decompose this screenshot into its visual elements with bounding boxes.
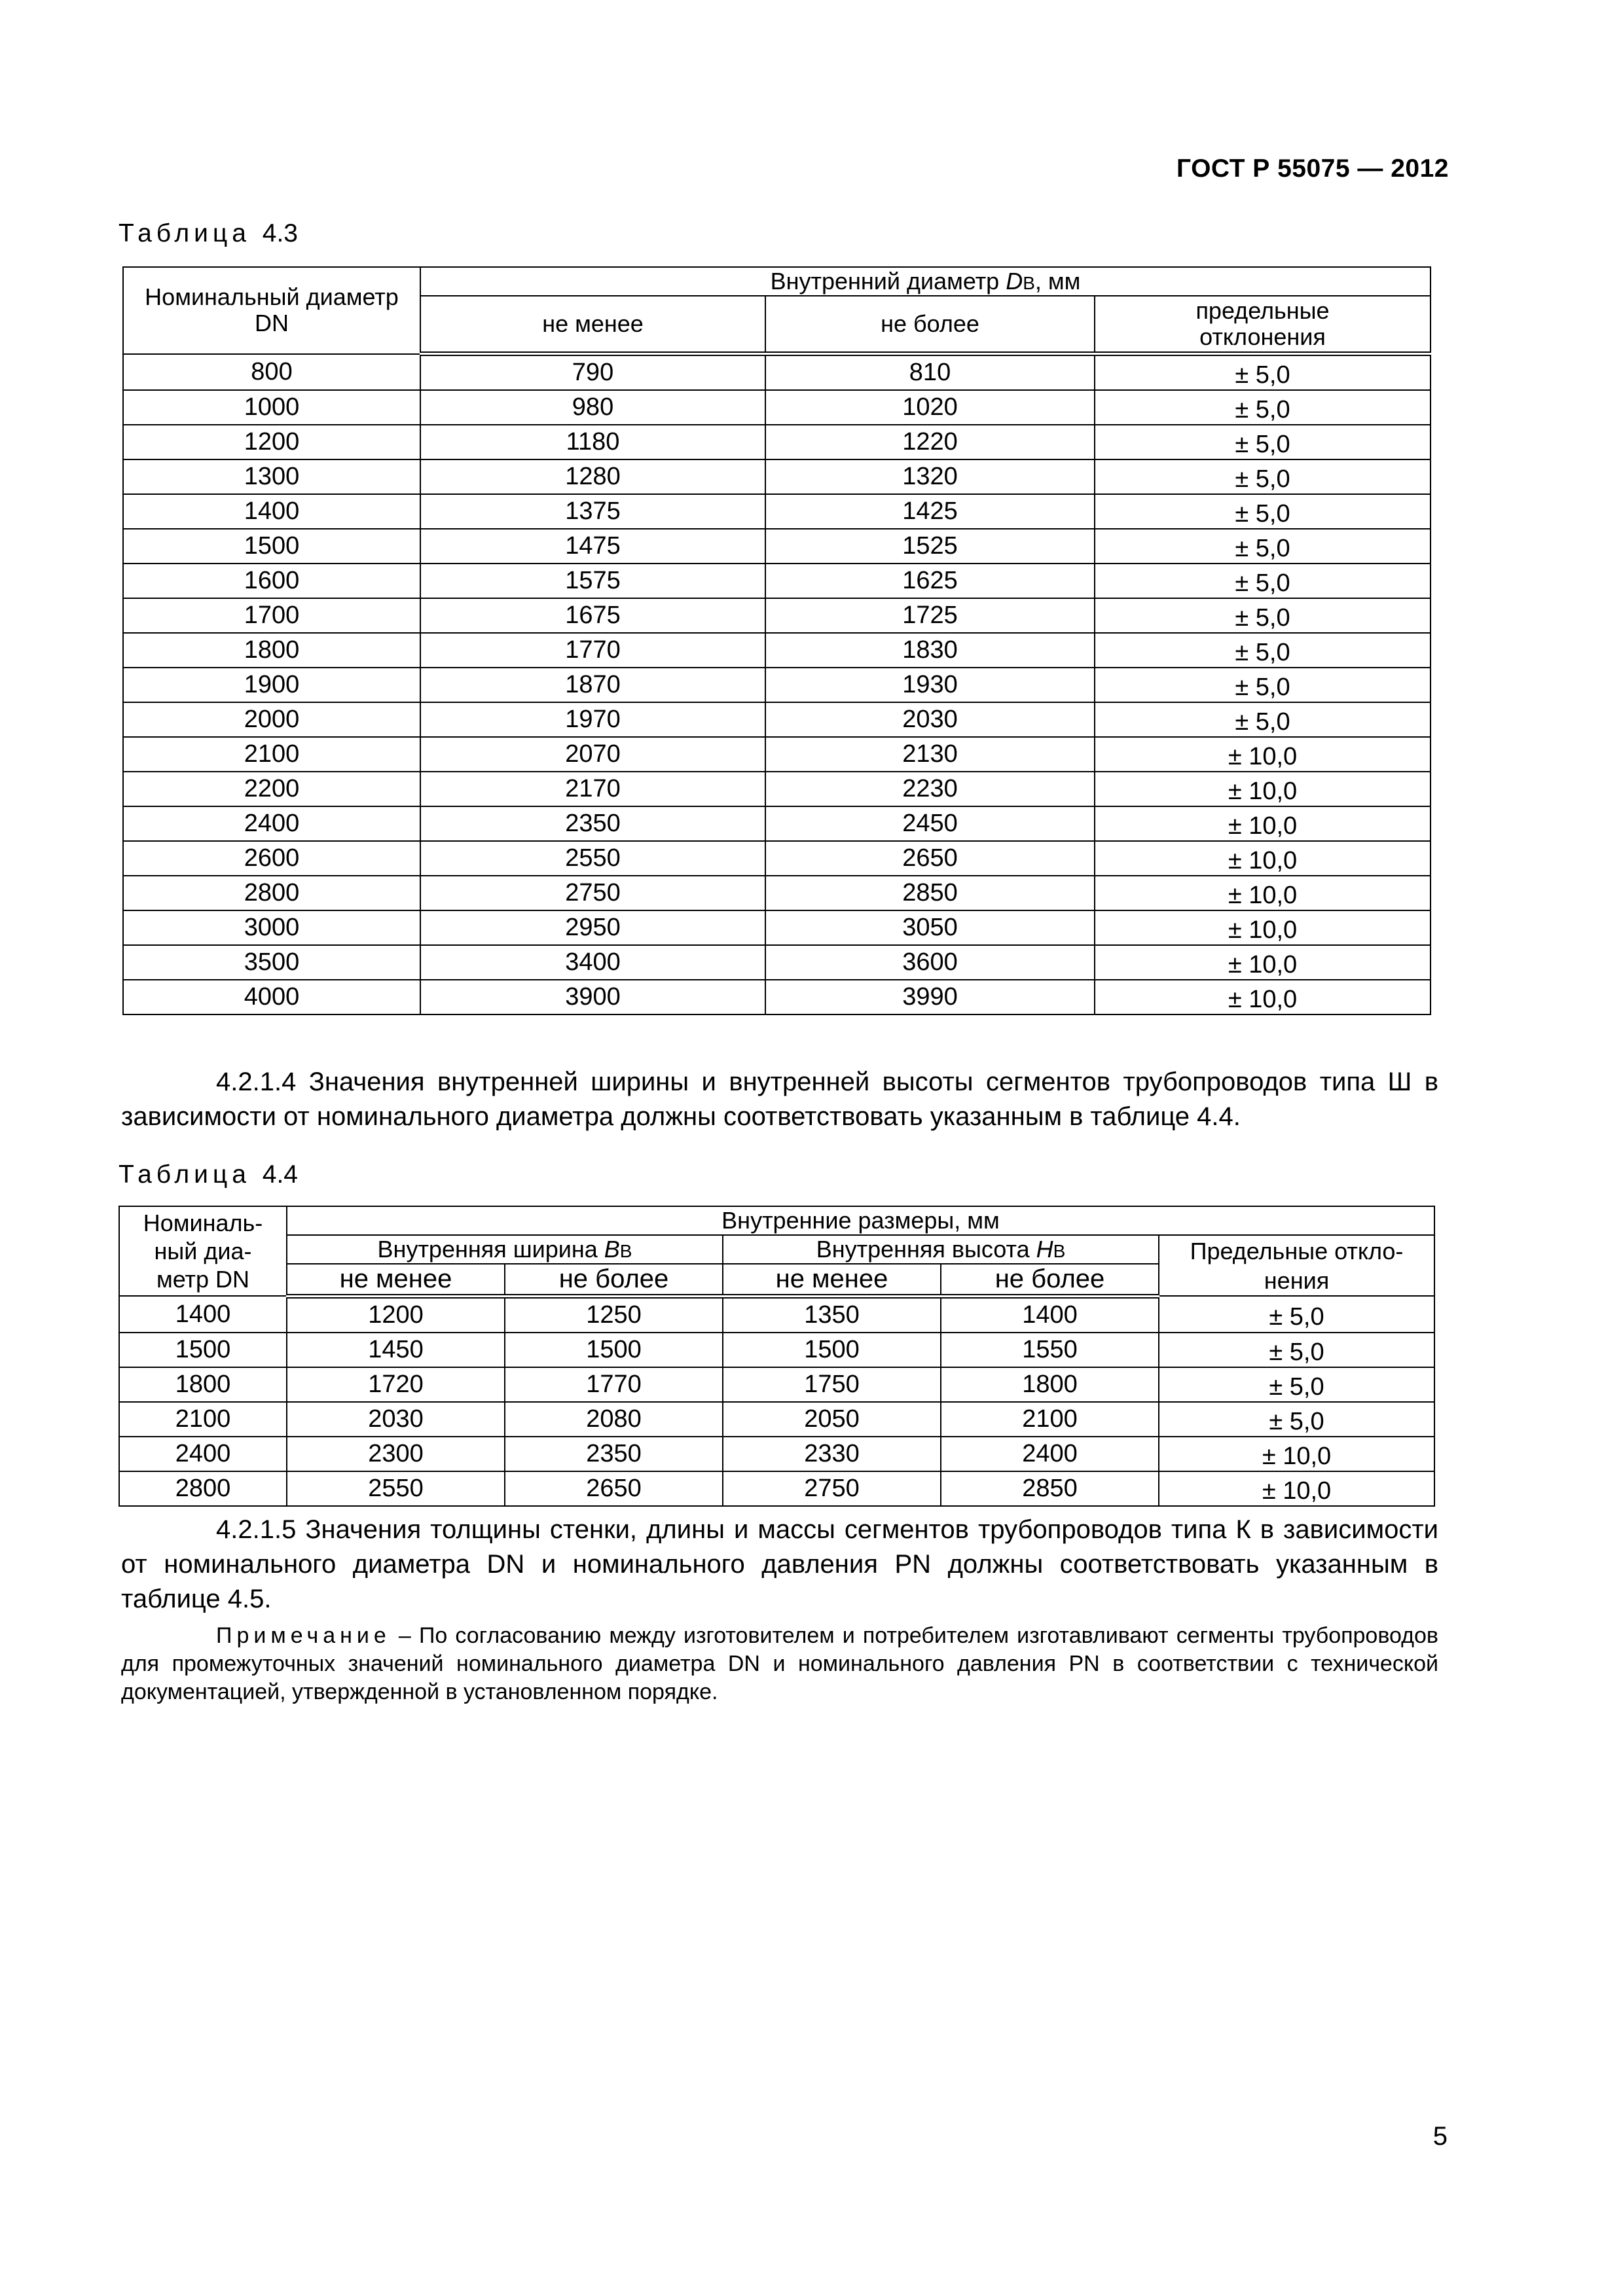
table-cell <box>420 737 765 772</box>
header-height-symbol: H <box>1036 1235 1053 1263</box>
cell-value: 2070 <box>565 740 621 768</box>
deviation-value: ± 10,0 <box>1228 951 1298 979</box>
deviation-value: ± 5,0 <box>1269 1338 1324 1367</box>
table-cell <box>505 1367 723 1402</box>
cell-value: 1900 <box>244 671 300 699</box>
table-row <box>123 910 1431 945</box>
cell-value: 2330 <box>804 1440 860 1468</box>
table-cell <box>287 1296 505 1333</box>
table-cell <box>119 1333 287 1367</box>
cell-value: 1750 <box>804 1371 860 1399</box>
table-cell <box>123 598 420 633</box>
table-cell <box>420 564 765 598</box>
header-deviation <box>1159 1235 1434 1296</box>
table-caption-number: 4.4 <box>262 1160 298 1189</box>
header-width-max: не более <box>505 1264 723 1296</box>
header-inner-dimensions: Внутренние размеры, мм <box>287 1206 1434 1235</box>
table-4-3-caption <box>119 219 298 248</box>
table-cell <box>1159 1333 1434 1367</box>
table-cell <box>420 702 765 737</box>
deviation-value: ± 10,0 <box>1228 916 1298 944</box>
cell-value: 4000 <box>244 983 300 1011</box>
table-row <box>123 633 1431 668</box>
table-cell <box>420 354 765 391</box>
cell-value: 3050 <box>902 914 958 942</box>
header-height-sub: В <box>1053 1240 1066 1261</box>
cell-value: 2230 <box>902 775 958 803</box>
table-cell <box>1159 1367 1434 1402</box>
table-cell <box>941 1367 1159 1402</box>
cell-value: 790 <box>572 359 614 387</box>
cell-value: 1020 <box>902 393 958 422</box>
table-row <box>123 390 1431 425</box>
table-cell <box>420 910 765 945</box>
table-cell <box>505 1402 723 1437</box>
table-row <box>123 876 1431 910</box>
cell-value: 1575 <box>565 567 621 595</box>
cell-value: 1500 <box>175 1336 231 1364</box>
cell-value: 2850 <box>1022 1475 1078 1503</box>
table-cell <box>941 1402 1159 1437</box>
table-cell <box>1095 772 1431 806</box>
table-row <box>123 737 1431 772</box>
header-group-sub: В <box>1023 272 1035 293</box>
cell-value: 1200 <box>368 1301 424 1329</box>
header-deviation <box>1095 296 1431 354</box>
deviation-value: ± 5,0 <box>1235 639 1290 667</box>
table-row <box>123 668 1431 702</box>
header-dev-line1: Предельные откло- <box>1190 1237 1404 1265</box>
table-cell <box>723 1402 941 1437</box>
table-cell <box>1095 841 1431 876</box>
cell-value: 1400 <box>1022 1301 1078 1329</box>
table-cell <box>420 529 765 564</box>
table-cell <box>287 1367 505 1402</box>
header-nominal-line2: DN <box>255 310 289 337</box>
cell-value: 2030 <box>902 706 958 734</box>
header-dev-line2: отклонения <box>1199 323 1326 350</box>
table-cell <box>1095 668 1431 702</box>
table-cell <box>941 1437 1159 1471</box>
deviation-value: ± 5,0 <box>1235 361 1290 389</box>
table-cell <box>941 1471 1159 1506</box>
cell-value: 3600 <box>902 948 958 977</box>
table-4-4-caption <box>119 1160 298 1189</box>
cell-value: 1800 <box>244 636 300 664</box>
cell-value: 3000 <box>244 914 300 942</box>
cell-value: 3500 <box>244 948 300 977</box>
table-caption-word: Таблица <box>119 219 251 247</box>
table-cell <box>941 1296 1159 1333</box>
deviation-value: ± 10,0 <box>1228 882 1298 910</box>
cell-value: 2400 <box>175 1440 231 1468</box>
cell-value: 1600 <box>244 567 300 595</box>
cell-value: 2300 <box>368 1440 424 1468</box>
table-cell <box>1095 910 1431 945</box>
cell-value: 980 <box>572 393 614 422</box>
table-cell <box>123 737 420 772</box>
deviation-value: ± 10,0 <box>1228 986 1298 1014</box>
cell-value: 1300 <box>244 463 300 491</box>
header-nominal-line1: Номиналь- <box>143 1209 263 1236</box>
cell-value: 1625 <box>902 567 958 595</box>
table-cell <box>119 1471 287 1506</box>
header-nominal-line2: ный диа- <box>154 1238 252 1265</box>
deviation-value: ± 5,0 <box>1269 1302 1324 1331</box>
table-row <box>119 1367 1434 1402</box>
table-row <box>119 1437 1434 1471</box>
cell-value: 3400 <box>565 948 621 977</box>
header-height-min: не менее <box>723 1264 941 1296</box>
table-row <box>123 598 1431 633</box>
table-cell <box>123 876 420 910</box>
cell-value: 1700 <box>244 601 300 630</box>
table-cell <box>119 1296 287 1333</box>
deviation-value: ± 5,0 <box>1235 465 1290 493</box>
cell-value: 1870 <box>565 671 621 699</box>
cell-value: 2650 <box>902 844 958 872</box>
table-cell <box>505 1333 723 1367</box>
cell-value: 2550 <box>368 1475 424 1503</box>
cell-value: 1220 <box>902 428 958 456</box>
cell-value: 1550 <box>1022 1336 1078 1364</box>
cell-value: 2080 <box>586 1405 642 1433</box>
cell-value: 1375 <box>565 497 621 526</box>
table-cell <box>287 1402 505 1437</box>
table-cell <box>1159 1402 1434 1437</box>
header-width-prefix: Внутренняя ширина <box>377 1235 604 1263</box>
cell-value: 1970 <box>565 706 621 734</box>
table-cell <box>1095 459 1431 494</box>
cell-value: 1320 <box>902 463 958 491</box>
table-cell <box>941 1333 1159 1367</box>
cell-value: 1400 <box>244 497 300 526</box>
table-cell <box>765 564 1095 598</box>
table-cell <box>420 772 765 806</box>
table-cell <box>1095 876 1431 910</box>
table-row <box>123 841 1431 876</box>
table-cell <box>123 633 420 668</box>
cell-value: 2750 <box>565 879 621 907</box>
table-cell <box>1095 564 1431 598</box>
table-cell <box>123 354 420 391</box>
table-cell <box>1159 1296 1434 1333</box>
cell-value: 3900 <box>565 983 621 1011</box>
table-cell <box>1159 1471 1434 1506</box>
header-nominal-diameter <box>123 267 420 354</box>
table-row <box>123 494 1431 529</box>
table-cell <box>723 1333 941 1367</box>
deviation-value: ± 10,0 <box>1262 1443 1332 1471</box>
cell-value: 1500 <box>804 1336 860 1364</box>
cell-value: 2450 <box>902 810 958 838</box>
table-cell <box>420 841 765 876</box>
table-caption-number: 4.3 <box>262 219 298 247</box>
cell-value: 1400 <box>175 1300 231 1328</box>
cell-value: 1770 <box>586 1371 642 1399</box>
table-cell <box>765 354 1095 391</box>
cell-value: 2100 <box>1022 1405 1078 1433</box>
cell-value: 3990 <box>902 983 958 1011</box>
header-inner-width <box>287 1235 723 1264</box>
table-cell <box>1095 945 1431 980</box>
header-inner-diameter <box>420 267 1431 296</box>
cell-value: 1280 <box>565 463 621 491</box>
cell-value: 1720 <box>368 1371 424 1399</box>
table-row <box>123 702 1431 737</box>
cell-value: 1200 <box>244 428 300 456</box>
table-row <box>123 564 1431 598</box>
cell-value: 2350 <box>565 810 621 838</box>
deviation-value: ± 5,0 <box>1235 708 1290 736</box>
table-cell <box>1095 980 1431 1014</box>
table-cell <box>765 910 1095 945</box>
table-cell <box>420 876 765 910</box>
table-cell <box>765 737 1095 772</box>
table-cell <box>723 1296 941 1333</box>
cell-value: 1250 <box>586 1301 642 1329</box>
table-cell <box>123 494 420 529</box>
cell-value: 2200 <box>244 775 300 803</box>
cell-value: 2030 <box>368 1405 424 1433</box>
table-cell <box>765 529 1095 564</box>
cell-value: 2650 <box>586 1475 642 1503</box>
table-cell <box>119 1402 287 1437</box>
note <box>121 1622 1438 1706</box>
table-row <box>123 354 1431 391</box>
table-cell <box>765 459 1095 494</box>
header-dev-line2: нения <box>1264 1266 1330 1294</box>
header-height-prefix: Внутренняя высота <box>816 1235 1036 1263</box>
standard-code: ГОСТ Р 55075 — 2012 <box>1176 154 1449 183</box>
cell-value: 2350 <box>586 1440 642 1468</box>
table-cell <box>123 945 420 980</box>
table-cell <box>723 1437 941 1471</box>
table-cell <box>1095 598 1431 633</box>
table-cell <box>1095 494 1431 529</box>
header-width-min: не менее <box>287 1264 505 1296</box>
header-nominal-diameter <box>119 1206 287 1296</box>
cell-value: 2400 <box>1022 1440 1078 1468</box>
cell-value: 1800 <box>1022 1371 1078 1399</box>
cell-value: 800 <box>251 357 293 386</box>
header-inner-height <box>723 1235 1159 1264</box>
table-cell <box>287 1333 505 1367</box>
cell-value: 810 <box>909 359 951 387</box>
table-row <box>123 772 1431 806</box>
cell-value: 1500 <box>244 532 300 560</box>
table-cell <box>1095 702 1431 737</box>
table-cell <box>505 1471 723 1506</box>
table-cell <box>123 841 420 876</box>
table-row <box>119 1333 1434 1367</box>
table-cell <box>420 425 765 459</box>
cell-value: 2170 <box>565 775 621 803</box>
table-cell <box>1159 1437 1434 1471</box>
table-cell <box>420 459 765 494</box>
table-cell <box>123 564 420 598</box>
table-cell <box>765 806 1095 841</box>
table-cell <box>420 494 765 529</box>
table-row <box>123 945 1431 980</box>
cell-value: 2750 <box>804 1475 860 1503</box>
header-width-sub: В <box>619 1240 632 1261</box>
table-cell <box>287 1437 505 1471</box>
table-cell <box>123 980 420 1014</box>
cell-value: 1930 <box>902 671 958 699</box>
note-text: – По согласованию между изготовителем и потребителем изготавливают сегменты трубопроводов для промежуточных значений номинального диаметра DN и номинального давления PN в соответствии с технической документацией, утвержденной в установленном порядке. <box>121 1623 1438 1704</box>
table-cell <box>123 390 420 425</box>
table-cell <box>723 1367 941 1402</box>
cell-value: 2800 <box>244 879 300 907</box>
paragraph-text: 4.2.1.4 Значения внутренней ширины и внутренней высоты сегментов трубопроводов типа Ш в зависимости от номинального диаметра должны соответствовать указанным в таблице 4.4. <box>121 1067 1438 1131</box>
cell-value: 2400 <box>244 810 300 838</box>
table-cell <box>765 633 1095 668</box>
table-row <box>123 806 1431 841</box>
table-cell <box>1095 425 1431 459</box>
table-row <box>123 529 1431 564</box>
table-cell <box>765 425 1095 459</box>
deviation-value: ± 5,0 <box>1235 673 1290 702</box>
cell-value: 1475 <box>565 532 621 560</box>
table-cell <box>420 945 765 980</box>
paragraph-text: 4.2.1.5 Значения толщины стенки, длины и массы сегментов трубопроводов типа К в зависимости от номинального диаметра DN и номинального давления PN должны соответствовать указанным в таблице 4.5. <box>121 1515 1438 1613</box>
table-4-4 <box>119 1206 1435 1507</box>
cell-value: 1725 <box>902 601 958 630</box>
header-dev-line1: предельные <box>1195 296 1330 324</box>
table-cell <box>765 980 1095 1014</box>
table-cell <box>123 910 420 945</box>
cell-value: 2600 <box>244 844 300 872</box>
table-cell <box>765 390 1095 425</box>
table-cell <box>123 806 420 841</box>
table-caption-word: Таблица <box>119 1160 251 1189</box>
deviation-value: ± 10,0 <box>1228 847 1298 875</box>
deviation-value: ± 5,0 <box>1235 500 1290 528</box>
paragraph-4-2-1-5 <box>121 1513 1438 1617</box>
table-cell <box>123 668 420 702</box>
table-row <box>123 980 1431 1014</box>
table-cell <box>420 668 765 702</box>
table-cell <box>1095 806 1431 841</box>
table-cell <box>765 945 1095 980</box>
table-cell <box>765 841 1095 876</box>
table-cell <box>1095 737 1431 772</box>
cell-value: 1000 <box>244 393 300 422</box>
table-cell <box>765 494 1095 529</box>
cell-value: 1800 <box>175 1371 231 1399</box>
table-cell <box>765 702 1095 737</box>
page-number: 5 <box>1432 2122 1448 2151</box>
table-cell <box>119 1437 287 1471</box>
header-min: не менее <box>420 296 765 354</box>
deviation-value: ± 5,0 <box>1235 569 1290 598</box>
deviation-value: ± 5,0 <box>1235 396 1290 424</box>
header-group-suffix: , мм <box>1034 267 1081 295</box>
cell-value: 2550 <box>565 844 621 872</box>
cell-value: 2130 <box>902 740 958 768</box>
table-row <box>123 425 1431 459</box>
deviation-value: ± 10,0 <box>1228 812 1298 840</box>
paragraph-4-2-1-4 <box>121 1065 1438 1134</box>
deviation-value: ± 10,0 <box>1228 743 1298 771</box>
cell-value: 1180 <box>566 428 620 456</box>
table-cell <box>420 390 765 425</box>
deviation-value: ± 5,0 <box>1269 1373 1324 1401</box>
table-cell <box>287 1471 505 1506</box>
deviation-value: ± 5,0 <box>1235 535 1290 563</box>
cell-value: 2800 <box>175 1475 231 1503</box>
header-nominal-line3: метр DN <box>156 1266 250 1293</box>
header-width-symbol: B <box>604 1235 620 1263</box>
table-cell <box>420 633 765 668</box>
table-row <box>119 1471 1434 1506</box>
cell-value: 2050 <box>804 1405 860 1433</box>
deviation-value: ± 5,0 <box>1269 1408 1324 1436</box>
table-cell <box>123 425 420 459</box>
deviation-value: ± 10,0 <box>1228 778 1298 806</box>
header-max: не более <box>765 296 1095 354</box>
deviation-value: ± 10,0 <box>1262 1477 1332 1505</box>
cell-value: 2100 <box>244 740 300 768</box>
table-cell <box>119 1367 287 1402</box>
table-cell <box>1095 390 1431 425</box>
table-row <box>123 459 1431 494</box>
table-cell <box>1095 354 1431 391</box>
cell-value: 1770 <box>565 636 621 664</box>
table-cell <box>765 668 1095 702</box>
cell-value: 1525 <box>902 532 958 560</box>
table-cell <box>765 876 1095 910</box>
table-cell <box>1095 633 1431 668</box>
deviation-value: ± 5,0 <box>1235 431 1290 459</box>
cell-value: 1830 <box>902 636 958 664</box>
cell-value: 1450 <box>368 1336 424 1364</box>
cell-value: 1350 <box>804 1301 860 1329</box>
header-group-prefix: Внутренний диаметр <box>770 267 1006 295</box>
table-cell <box>123 702 420 737</box>
table-cell <box>123 459 420 494</box>
cell-value: 2950 <box>565 914 621 942</box>
table-row <box>119 1402 1434 1437</box>
header-nominal-line1: Номинальный диаметр <box>145 283 399 310</box>
header-group-symbol: D <box>1006 267 1023 295</box>
deviation-value: ± 5,0 <box>1235 604 1290 632</box>
table-cell <box>420 598 765 633</box>
table-cell <box>123 772 420 806</box>
table-cell <box>505 1437 723 1471</box>
cell-value: 2850 <box>902 879 958 907</box>
table-cell <box>1095 529 1431 564</box>
table-row <box>119 1296 1434 1333</box>
table-cell <box>123 529 420 564</box>
table-cell <box>420 980 765 1014</box>
table-cell <box>765 598 1095 633</box>
note-label: Примечание <box>216 1623 391 1648</box>
cell-value: 2100 <box>175 1405 231 1433</box>
cell-value: 2000 <box>244 706 300 734</box>
table-cell <box>723 1471 941 1506</box>
header-height-max: не более <box>941 1264 1159 1296</box>
table-4-3 <box>122 266 1431 1015</box>
cell-value: 1500 <box>586 1336 642 1364</box>
cell-value: 1425 <box>902 497 958 526</box>
table-cell <box>420 806 765 841</box>
table-cell <box>505 1296 723 1333</box>
table-cell <box>765 772 1095 806</box>
cell-value: 1675 <box>565 601 621 630</box>
